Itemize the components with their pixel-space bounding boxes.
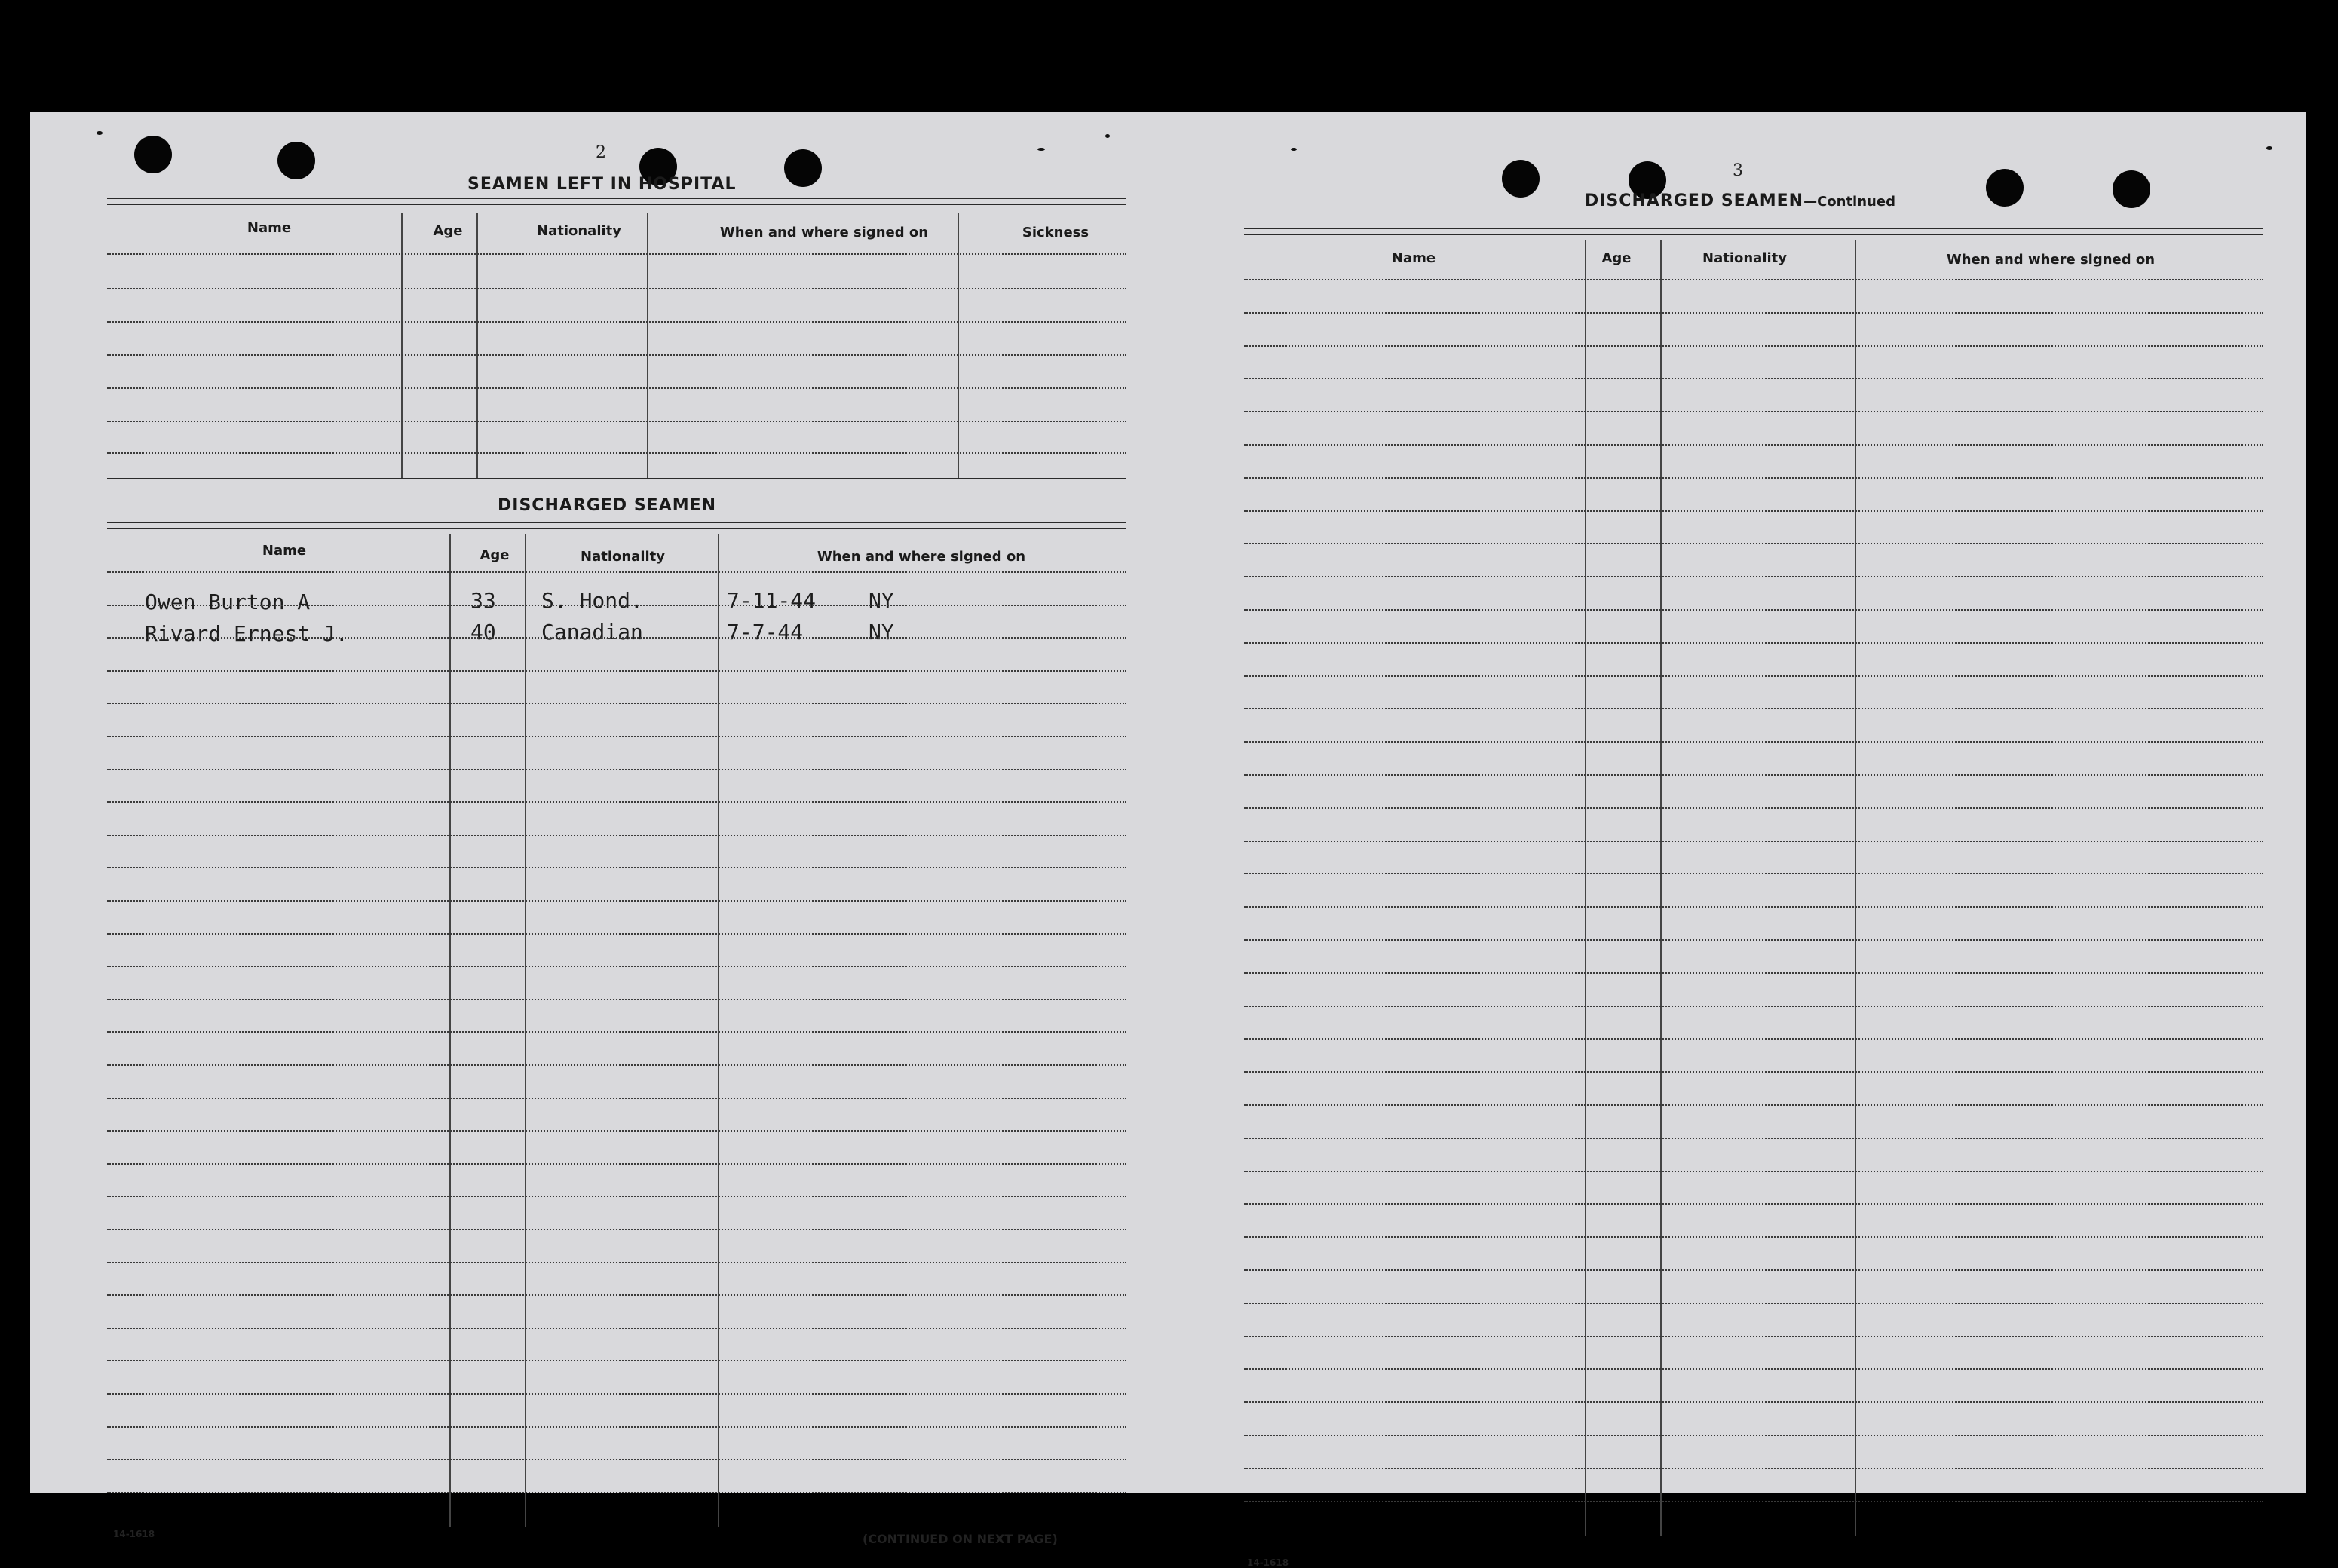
title-main: DISCHARGED SEAMEN	[1585, 191, 1804, 210]
table-row-line	[107, 321, 1126, 323]
column-divider	[718, 534, 719, 1527]
column-header-name: Name	[247, 220, 292, 236]
column-header-name: Name	[1391, 250, 1436, 266]
column-divider	[401, 213, 403, 478]
table-row-line	[107, 999, 1126, 1000]
table-row-line	[1244, 906, 2263, 908]
table-row-line	[107, 867, 1126, 868]
column-header-nationality: Nationality	[581, 549, 665, 565]
table-row-line	[107, 354, 1126, 356]
table-row-line	[107, 1262, 1126, 1263]
discharged-row-1-date: 7-11-44	[727, 588, 817, 613]
table-row-line	[1244, 1171, 2263, 1172]
table-row-line	[1244, 411, 2263, 412]
table-row-line	[1244, 1501, 2263, 1502]
discharged-row-2-age: 40	[470, 620, 496, 645]
discharged-section-title: DISCHARGED SEAMEN	[498, 496, 717, 515]
table-row-line	[107, 387, 1126, 389]
table-row-line	[1244, 1401, 2263, 1403]
column-divider	[1855, 240, 1856, 1536]
discharged-row-2-nationality: Canadian	[541, 620, 643, 645]
table-row-line	[1244, 807, 2263, 809]
table-row-line	[107, 1360, 1126, 1361]
table-top-rule	[107, 204, 1126, 205]
discharged-row-2-name: Rivard Ernest J.	[145, 621, 348, 646]
speck	[97, 131, 103, 135]
table-row-line	[1244, 444, 2263, 446]
column-header-nationality: Nationality	[1702, 250, 1787, 266]
discharged-continued-title	[1585, 191, 1895, 210]
table-row-line	[1244, 741, 2263, 743]
table-row-line	[107, 421, 1126, 422]
table-row-line	[107, 1196, 1126, 1197]
discharged-row-1-place: NY	[869, 588, 894, 613]
table-row-line	[107, 703, 1126, 704]
table-row-line	[107, 1294, 1126, 1296]
punch-hole	[1502, 160, 1540, 198]
column-header-signed-on: When and where signed on	[1946, 252, 2156, 268]
punch-hole	[2113, 170, 2150, 208]
table-row-line	[1244, 1138, 2263, 1139]
table-row-line	[1244, 1435, 2263, 1436]
form-code: 14-1618	[1247, 1557, 1289, 1568]
table-row-line	[1244, 510, 2263, 512]
table-row-line	[1244, 841, 2263, 842]
table-row-line	[1244, 1006, 2263, 1007]
table-row-line	[1244, 774, 2263, 776]
table-row-line	[1244, 708, 2263, 709]
table-top-rule	[107, 528, 1126, 529]
column-divider	[449, 534, 451, 1527]
speck	[1105, 134, 1110, 138]
table-row-line	[1244, 642, 2263, 644]
table-row-line	[1244, 1236, 2263, 1238]
table-row-line	[107, 1163, 1126, 1165]
column-divider	[1585, 240, 1586, 1536]
table-row-line	[107, 253, 1126, 255]
table-row-line	[107, 933, 1126, 935]
continued-note: (CONTINUED ON NEXT PAGE)	[863, 1532, 1058, 1546]
table-row-line	[1244, 609, 2263, 611]
table-row-line	[1244, 1038, 2263, 1040]
table-row-line	[1244, 972, 2263, 974]
document-sheet	[30, 112, 2306, 1568]
punch-hole	[1986, 169, 2024, 207]
column-divider	[958, 213, 959, 478]
table-row-line	[1244, 543, 2263, 544]
punch-hole	[134, 136, 172, 173]
table-row-line	[1244, 1104, 2263, 1106]
hospital-section-title: SEAMEN LEFT IN HOSPITAL	[467, 175, 737, 194]
table-row-line	[1244, 477, 2263, 479]
discharged-row-1-nationality: S. Hond.	[541, 588, 643, 613]
discharged-row-2-date: 7-7-44	[727, 620, 804, 645]
table-row-line	[1244, 345, 2263, 347]
table-row-line	[107, 1393, 1126, 1395]
table-row-line	[107, 900, 1126, 902]
column-divider	[476, 213, 478, 478]
table-row-line	[1244, 1303, 2263, 1304]
table-row-line	[107, 1459, 1126, 1460]
table-row-line	[107, 1492, 1126, 1493]
table-row-line	[1244, 1368, 2263, 1370]
table-bottom-rule	[107, 478, 1126, 479]
table-row-line	[107, 1328, 1126, 1329]
table-row-line	[107, 605, 1126, 606]
speck	[1037, 148, 1045, 151]
table-row-line	[107, 736, 1126, 737]
column-header-nationality: Nationality	[537, 223, 621, 239]
table-row-line	[107, 452, 1126, 454]
column-header-age: Age	[480, 547, 510, 563]
punch-hole	[277, 142, 315, 179]
table-row-line	[107, 1064, 1126, 1066]
table-row-line	[1244, 873, 2263, 874]
table-row-line	[107, 1130, 1126, 1132]
discharged-row-1-age: 33	[470, 588, 496, 613]
form-code: 14-1618	[113, 1529, 155, 1539]
table-row-line	[1244, 279, 2263, 280]
discharged-row-2-place: NY	[869, 620, 894, 645]
table-row-line	[107, 835, 1126, 836]
speck	[1291, 148, 1297, 151]
table-row-line	[1244, 312, 2263, 314]
table-row-line	[107, 637, 1126, 639]
column-header-signed-on: When and where signed on	[719, 225, 929, 240]
table-top-rule	[107, 198, 1126, 199]
punch-hole	[784, 149, 822, 187]
table-row-line	[107, 1031, 1126, 1033]
table-top-rule	[1244, 228, 2263, 229]
table-row-line	[1244, 1071, 2263, 1073]
page-number: 2	[596, 143, 606, 162]
discharged-row-1-name: Owen Burton A	[145, 590, 311, 614]
table-row-line	[107, 571, 1126, 573]
table-row-line	[107, 288, 1126, 289]
column-header-age: Age	[1601, 250, 1632, 266]
column-divider	[525, 534, 526, 1527]
table-row-line	[1244, 939, 2263, 941]
title-suffix: —Continued	[1803, 194, 1895, 210]
table-row-line	[1244, 1203, 2263, 1205]
speck	[2266, 146, 2272, 150]
table-row-line	[1244, 1269, 2263, 1271]
table-row-line	[107, 769, 1126, 770]
table-row-line	[107, 670, 1126, 672]
table-top-rule	[107, 522, 1126, 523]
table-row-line	[107, 801, 1126, 803]
table-row-line	[1244, 1336, 2263, 1337]
table-row-line	[1244, 576, 2263, 577]
page-number: 3	[1733, 161, 1743, 180]
column-divider	[1660, 240, 1662, 1536]
table-row-line	[1244, 378, 2263, 379]
table-row-line	[107, 1098, 1126, 1099]
column-header-sickness: Sickness	[1022, 225, 1089, 240]
column-header-name: Name	[262, 543, 307, 559]
column-header-age: Age	[433, 223, 463, 239]
table-row-line	[107, 1426, 1126, 1428]
table-top-rule	[1244, 234, 2263, 235]
column-header-signed-on: When and where signed on	[817, 549, 1026, 565]
table-row-line	[107, 966, 1126, 967]
table-row-line	[107, 1229, 1126, 1230]
table-row-line	[1244, 1468, 2263, 1469]
column-divider	[647, 213, 648, 478]
table-row-line	[1244, 675, 2263, 677]
